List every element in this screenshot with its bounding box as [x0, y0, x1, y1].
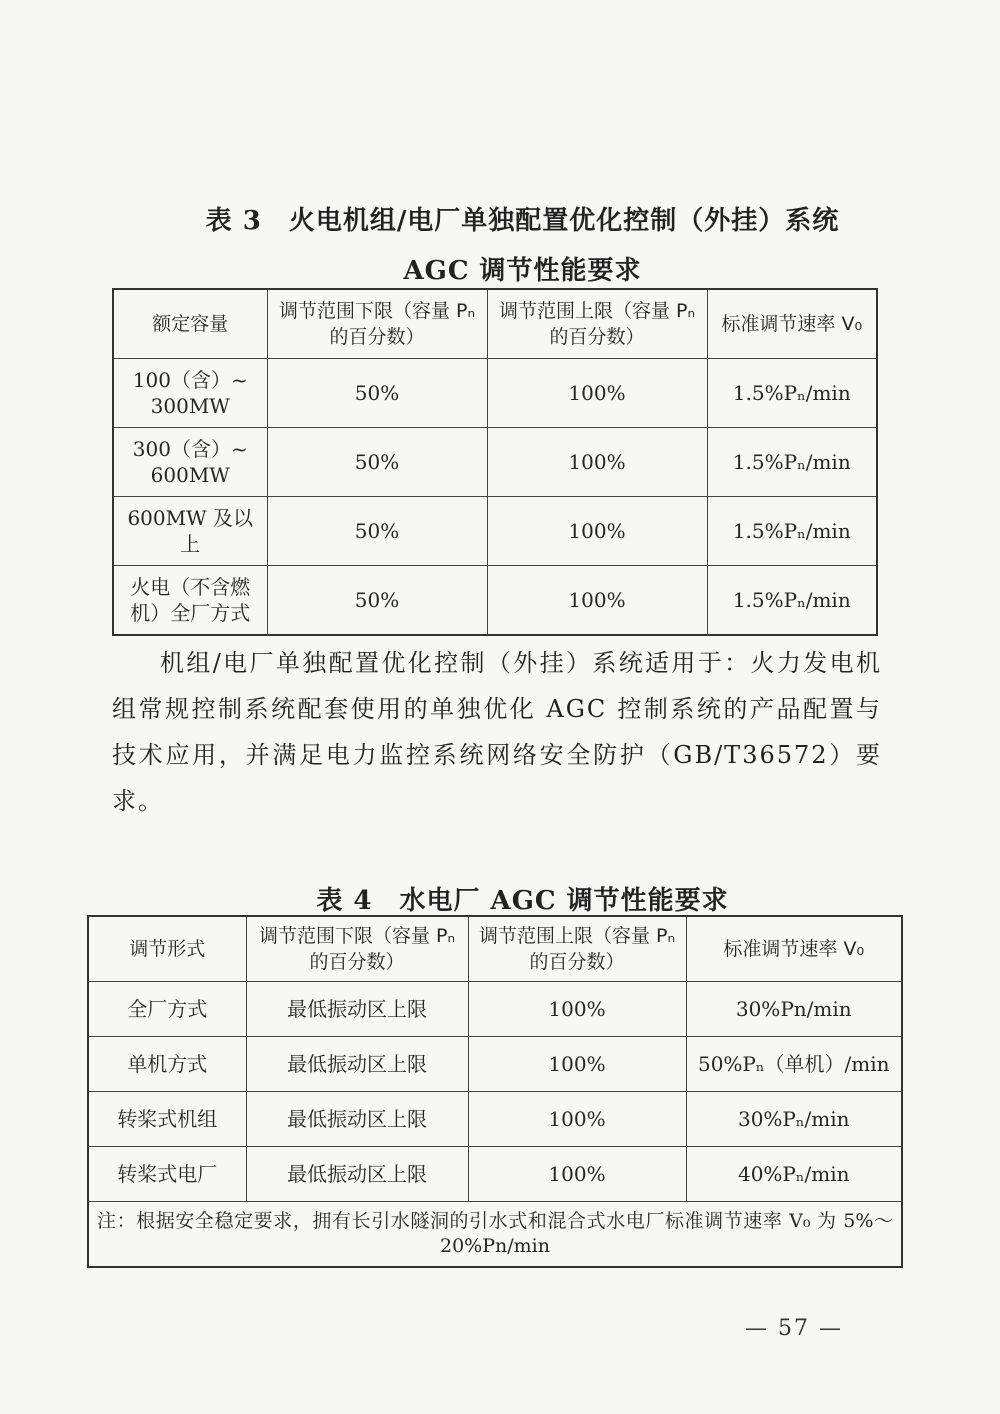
- table-note: 注：根据安全稳定要求，拥有长引水隧洞的引水式和混合式水电厂标准调节速率 V₀ 为 5%～20%Pn/min: [88, 1202, 902, 1268]
- table-cell: 单机方式: [88, 1037, 246, 1092]
- table-row: [113, 497, 877, 566]
- table-row: [113, 428, 877, 497]
- table4: [87, 915, 903, 1268]
- table-cell: 30%Pₙ/min: [686, 1092, 902, 1147]
- table-header-row: [113, 289, 877, 359]
- table-cell: 100%: [468, 1092, 686, 1147]
- table-row: [88, 1147, 902, 1202]
- header-cell: 额定容量: [113, 289, 267, 359]
- table-cell: 100%: [468, 982, 686, 1037]
- table-cell: 1.5%Pₙ/min: [707, 566, 877, 636]
- table-cell: 600MW 及以上: [113, 497, 267, 566]
- header-cell: 调节形式: [88, 916, 246, 982]
- table-cell: 100%: [487, 428, 707, 497]
- table3-title-line1: 表 3 火电机组/电厂单独配置优化控制（外挂）系统: [205, 206, 840, 236]
- header-cell: 调节范围下限（容量 Pₙ 的百分数）: [246, 916, 468, 982]
- table-note-row: [88, 1202, 902, 1268]
- table-cell: 1.5%Pₙ/min: [707, 359, 877, 428]
- table-cell: 火电（不含燃机）全厂方式: [113, 566, 267, 636]
- table-row: [88, 1037, 902, 1092]
- table-cell: 50%: [267, 497, 487, 566]
- table-row: [88, 982, 902, 1037]
- table-cell: 50%Pₙ（单机）/min: [686, 1037, 902, 1092]
- header-cell: 调节范围上限（容量 Pₙ 的百分数）: [487, 289, 707, 359]
- header-cell: 调节范围下限（容量 Pₙ 的百分数）: [267, 289, 487, 359]
- table-cell: 最低振动区上限: [246, 1037, 468, 1092]
- header-cell: 调节范围上限（容量 Pₙ 的百分数）: [468, 916, 686, 982]
- table-cell: 50%: [267, 428, 487, 497]
- header-cell: 标准调节速率 V₀: [707, 289, 877, 359]
- table-cell: 100%: [487, 566, 707, 636]
- table-cell: 50%: [267, 566, 487, 636]
- table3-title-line2: AGC 调节性能要求: [403, 256, 642, 286]
- table-cell: 100%: [487, 359, 707, 428]
- table-cell: 50%: [267, 359, 487, 428]
- table-cell: 1.5%Pₙ/min: [707, 428, 877, 497]
- table-header-row: [88, 916, 902, 982]
- table-cell: 300（含）~ 600MW: [113, 428, 267, 497]
- table-cell: 1.5%Pₙ/min: [707, 497, 877, 566]
- header-cell: 标准调节速率 V₀: [686, 916, 902, 982]
- table-cell: 40%Pₙ/min: [686, 1147, 902, 1202]
- table-cell: 30%Pn/min: [686, 982, 902, 1037]
- table-cell: 转桨式机组: [88, 1092, 246, 1147]
- table-cell: 最低振动区上限: [246, 1092, 468, 1147]
- table-cell: 100%: [468, 1037, 686, 1092]
- table-cell: 全厂方式: [88, 982, 246, 1037]
- table4-title: 表 4 水电厂 AGC 调节性能要求: [316, 886, 729, 916]
- table3: [112, 288, 878, 636]
- table-row: [113, 566, 877, 636]
- table-cell: 100（含）~ 300MW: [113, 359, 267, 428]
- page-number: — 57 —: [745, 1316, 843, 1341]
- table-cell: 100%: [468, 1147, 686, 1202]
- table-cell: 转桨式电厂: [88, 1147, 246, 1202]
- table-row: [113, 359, 877, 428]
- body-paragraph: 机组/电厂单独配置优化控制（外挂）系统适用于：火力发电机组常规控制系统配套使用的单独优化 AGC 控制系统的产品配置与技术应用，并满足电力监控系统网络安全防护（GB/T36572）要求。: [112, 649, 882, 815]
- table-cell: 最低振动区上限: [246, 982, 468, 1037]
- table-cell: 100%: [487, 497, 707, 566]
- table-row: [88, 1092, 902, 1147]
- table-cell: 最低振动区上限: [246, 1147, 468, 1202]
